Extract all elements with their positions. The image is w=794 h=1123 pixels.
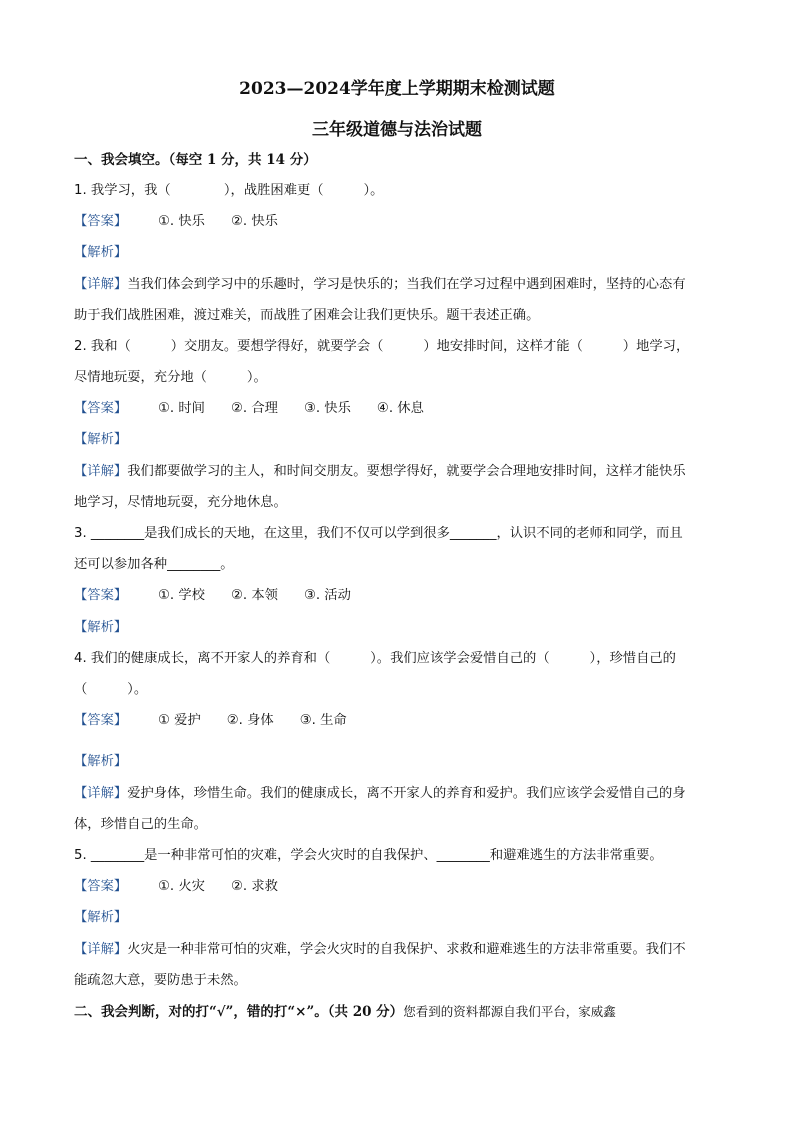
detail-2-line2: 地学习，尽情地玩耍，充分地休息。 xyxy=(74,495,287,510)
question-2-line2: 尽情地玩耍，充分地（ ）。 xyxy=(74,370,267,385)
answer-row-3 xyxy=(74,587,377,605)
question-3-line1: 3. ________是我们成长的天地，在这里，我们不仅可以学到很多_______，认识不同的老师和同学，而且 xyxy=(74,526,683,541)
question-3-line2: 还可以参加各种________。 xyxy=(74,557,234,572)
detail-2-line1 xyxy=(74,463,724,481)
answer-option: ②. 合理 xyxy=(230,401,278,416)
answer-option: ④. 休息 xyxy=(376,401,424,416)
answer-row-2 xyxy=(74,400,450,418)
answer-tag: 【答案】 xyxy=(74,401,128,416)
detail-4-line2: 体，珍惜自己的生命。 xyxy=(74,817,207,832)
answer-row-1 xyxy=(74,213,304,231)
detail-5-line2: 能疏忽大意，要防患于未然。 xyxy=(74,973,247,988)
analysis-tag: 【解析】 xyxy=(74,910,128,925)
answer-option: ①. 快乐 xyxy=(158,214,205,229)
answer-tag: 【答案】 xyxy=(74,214,128,229)
detail-1-line2: 助于我们战胜困难，渡过难关，而战胜了困难会让我们更快乐。题干表述正确。 xyxy=(74,308,540,323)
exam-title: 2023—2024学年度上学期期末检测试题 xyxy=(239,79,555,99)
answer-option: ①. 火灾 xyxy=(158,879,205,894)
answer-option: ③. 活动 xyxy=(303,588,351,603)
answer-option: ③. 生命 xyxy=(299,713,347,728)
section1-heading: 一、我会填空。（每空 1 分，共 14 分） xyxy=(74,152,317,168)
analysis-tag: 【解析】 xyxy=(74,432,128,447)
question-2-line1: 2. 我和（ ）交朋友。要想学得好，就要学会（ ）地安排时间，这样才能（ ）地学习， xyxy=(74,339,690,354)
answer-option: ① 爱护 xyxy=(158,713,201,728)
detail-text: 我们都要做学习的主人，和时间交朋友。要想学得好，就要学会合理地安排时间，这样才能快乐 xyxy=(127,464,686,479)
answer-option: ②. 身体 xyxy=(226,713,274,728)
detail-tag: 【详解】 xyxy=(74,464,128,479)
analysis-tag: 【解析】 xyxy=(74,620,128,635)
detail-4-line1 xyxy=(74,785,724,803)
detail-tag: 【详解】 xyxy=(74,942,128,957)
analysis-tag: 【解析】 xyxy=(74,754,128,769)
detail-text: 爱护身体，珍惜生命。我们的健康成长，离不开家人的养育和爱护。我们应该学会爱惜自己的身 xyxy=(127,786,686,801)
answer-option: ②. 本领 xyxy=(230,588,278,603)
detail-tag: 【详解】 xyxy=(74,277,128,292)
detail-1-line1 xyxy=(74,276,724,294)
question-5: 5. ________是一种非常可怕的灾难，学会火灾时的自我保护、________和避难逃生的方法非常重要。 xyxy=(74,848,663,863)
detail-text: 火灾是一种非常可怕的灾难，学会火灾时的自我保护、求救和避难逃生的方法非常重要。我们不 xyxy=(127,942,686,957)
answer-option: ①. 时间 xyxy=(158,401,205,416)
detail-text: 当我们体会到学习中的乐趣时，学习是快乐的；当我们在学习过程中遇到困难时，坚持的心态有 xyxy=(127,277,686,292)
question-4-line2: （ ）。 xyxy=(74,682,148,697)
answer-option: ②. 求救 xyxy=(230,879,278,894)
answer-option: ①. 学校 xyxy=(158,588,205,603)
watermark-note: 您看到的资料都源自我们平台，家威鑫 xyxy=(403,1004,616,1019)
detail-tag: 【详解】 xyxy=(74,786,128,801)
section2-heading-text: 二、我会判断，对的打“√”，错的打“×”。（共 20 分） xyxy=(74,1004,404,1020)
question-4-line1: 4. 我们的健康成长，离不开家人的养育和（ ）。我们应该学会爱惜自己的（ ），珍惜自己的 xyxy=(74,651,676,666)
answer-row-4 xyxy=(74,712,373,730)
detail-5-line1 xyxy=(74,941,724,959)
analysis-tag: 【解析】 xyxy=(74,245,128,260)
answer-option: ②. 快乐 xyxy=(230,214,278,229)
answer-tag: 【答案】 xyxy=(74,588,128,603)
section2-heading xyxy=(74,1003,724,1021)
answer-row-5 xyxy=(74,878,304,896)
answer-tag: 【答案】 xyxy=(74,879,128,894)
question-1: 1. 我学习，我（ ），战胜困难更（ ）。 xyxy=(74,183,384,198)
exam-subtitle: 三年级道德与法治试题 xyxy=(312,120,482,140)
answer-tag: 【答案】 xyxy=(74,713,128,728)
answer-option: ③. 快乐 xyxy=(303,401,351,416)
